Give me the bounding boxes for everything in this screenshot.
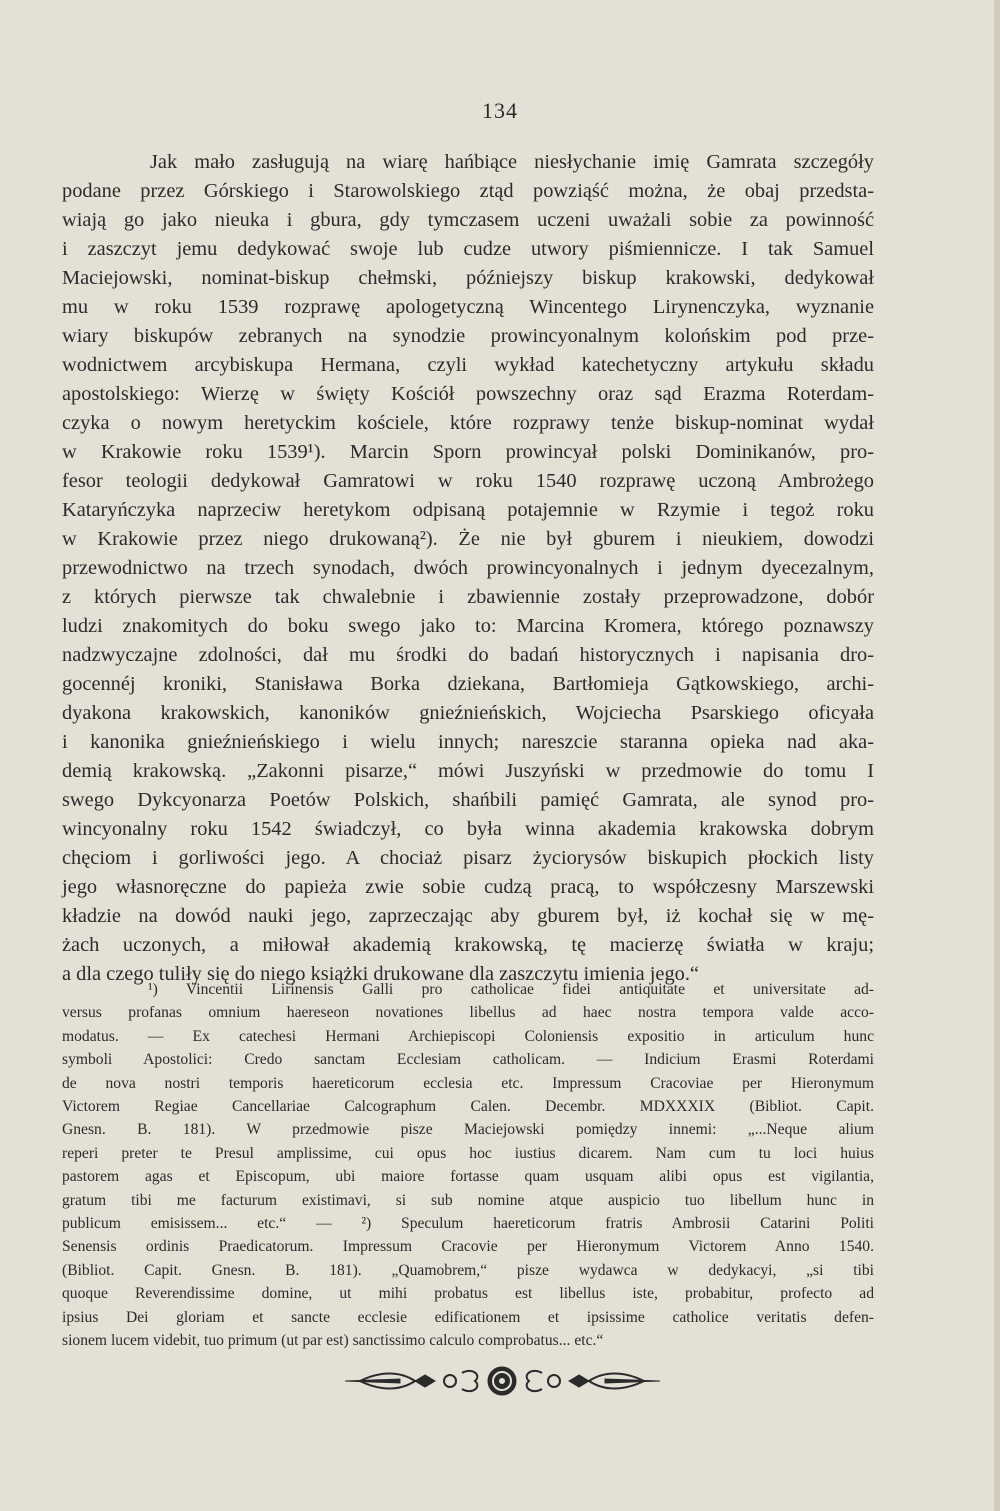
footnote-line: ipsius Dei gloriam et sancte ecclesie edificationem et ipsissime catholice veritatis defen- xyxy=(62,1308,874,1326)
body-line: Kataryńczyka naprzeciw heretykom odpisaną potajemnie w Rzymie i tegoż roku xyxy=(62,499,874,521)
body-line: Jak mało zasługują na wiarę hańbiące niesłychanie imię Gamrata szczegóły xyxy=(150,151,874,173)
body-line: ludzi znakomitych do boku swego jako to: Marcina Kromera, którego poznawszy xyxy=(62,615,874,637)
footnote-line: de nova nostri temporis haereticorum ecclesia etc. Impressum Cracoviae per Hieronymum xyxy=(62,1074,874,1092)
body-line: wiary biskupów zebranych na synodzie prowincyonalnym kolońskim pod prze- xyxy=(62,325,874,347)
body-line: fesor teologii dedykował Gamratowi w roku 1540 rozprawę uczoną Ambrożego xyxy=(62,470,874,492)
body-line: wincyonalny roku 1542 świadczył, co była winna akademia krakowska dobrym xyxy=(62,818,874,840)
body-line: chęciom i gorliwości jego. A chociaż pisarz życiorysów biskupich płockich listy xyxy=(62,847,874,869)
body-line: demią krakowską. „Zakonni pisarze,“ mówi Juszyński w przedmowie do tomu I xyxy=(62,760,874,782)
body-line: w Krakowie przez niego drukowaną²). Że nie był gburem i nieukiem, dowodzi xyxy=(62,528,874,550)
footnote-line: ¹) Vincentii Lirinensis Galli pro catholicae fidei antiquitate et universitate ad- xyxy=(148,981,874,998)
body-line: wodnictwem arcybiskupa Hermana, czyli wykład katechetyczny artykułu składu xyxy=(62,354,874,376)
footnote-line: modatus. — Ex catechesi Hermani Archiepiscopi Coloniensis expositio in articulum hunc xyxy=(62,1027,874,1045)
footnote-line: sionem lucem videbit, tuo primum (ut par est) sanctissimo calculo comprobatus... etc.“ xyxy=(62,1332,604,1350)
footnote-line: symboli Apostolici: Credo sanctam Ecclesiam catholicam. — Indicium Erasmi Roterdami xyxy=(62,1051,874,1069)
body-line: Maciejowski, nominat-biskup chełmski, późniejszy biskup krakowski, dedykował xyxy=(62,267,874,289)
footnote-line: (Bibliot. Capit. Gnesn. B. 181). „Quamobrem,“ pisze wydawca w dedykacyi, „si tibi xyxy=(62,1261,874,1279)
footnote-line: publicum emisissem... etc.“ — ²) Speculum haereticorum fratris Ambrosii Catarini Politi xyxy=(62,1215,874,1233)
body-line: kładzie na dowód nauki jego, zaprzeczając aby gburem był, iż kochał się w mę- xyxy=(62,905,874,927)
footnote-line: Victorem Regiae Cancellariae Calcographum Calen. Decembr. MDXXXIX (Bibliot. Capit. xyxy=(62,1098,874,1116)
body-line: dyakona krakowskich, kanoników gnieźnieńskich, Wojciecha Psarskiego oficyała xyxy=(62,702,874,724)
body-line: nadzwyczajne zdolności, dał mu środki do badań historycznych i napisania dro- xyxy=(62,644,874,666)
body-line: czyka o nowym heretyckim kościele, które rozprawy tenże biskup-nominat wydał xyxy=(62,412,874,434)
body-line: swego Dykcyonarza Poetów Polskich, shańbili pamięć Gamrata, ale synod pro- xyxy=(62,789,874,811)
body-line: gocennéj kroniki, Stanisława Borka dziekana, Bartłomieja Gątkowskiego, archi- xyxy=(62,673,874,695)
decorative-tailpiece-icon xyxy=(340,1363,665,1399)
body-line: apostolskiego: Wierzę w święty Kościół powszechny oraz sąd Erazma Roterdam- xyxy=(62,383,874,405)
footnote-line: quoque Reverendissime domine, ut mihi probatus est libellus iste, probabitur, profecto ad xyxy=(62,1285,874,1303)
footnotes xyxy=(62,978,874,1353)
page-number: 134 xyxy=(482,98,518,123)
body-line: jego własnoręczne do papieża zwie sobie cudzą pracą, to współczesny Marszewski xyxy=(62,876,874,898)
main-body-text xyxy=(62,148,874,989)
body-line: i zaszczyt jemu dedykować swoje lub cudze utwory piśmiennicze. I tak Samuel xyxy=(62,238,874,260)
footnote-line: Gnesn. B. 181). W przedmowie pisze Maciejowski pomiędzy innemi: „...Neque alium xyxy=(62,1121,874,1139)
footnote-line: pastorem agas et Episcopum, ubi maiore fortasse quam usquam alibi opus est vigilantia, xyxy=(62,1168,874,1186)
scan-edge xyxy=(994,0,1000,1511)
footnote-line: reperi preter te Presul amplissime, cui opus hoc iustius dicarem. Nam cum tu loci huius xyxy=(62,1144,874,1162)
footnote-line: gratum tibi me facturum existimavi, si sub nomine atque auspicio tuo libellum hunc in xyxy=(62,1191,874,1209)
body-line: i kanonika gnieźnieńskiego i wielu innych; nareszcie staranna opieka nad aka- xyxy=(62,731,874,753)
body-line: z których pierwsze tak chwalebnie i zbawiennie zostały przeprowadzone, dobór xyxy=(62,586,874,608)
footnote-line: versus profanas omnium haereseon novationes libellus ad haec nostra tempora valde acco- xyxy=(62,1004,874,1022)
body-line: wiają go jako nieuka i gbura, gdy tymczasem uczeni uważali sobie za powinność xyxy=(62,209,874,231)
body-line: a dla czego tuliły się do niego książki drukowane dla zaszczytu imienia jego.“ xyxy=(62,963,699,985)
body-line: podane przez Górskiego i Starowolskiego ztąd powziąść można, że obaj przedsta- xyxy=(62,180,874,202)
body-line: przewodnictwo na trzech synodach, dwóch prowincyonalnych i jednym dyecezalnym, xyxy=(62,557,874,579)
body-line: w Krakowie roku 1539¹). Marcin Sporn prowincyał polski Dominikanów, pro- xyxy=(62,441,874,463)
body-line: mu w roku 1539 rozprawę apologetyczną Wincentego Lirynenczyka, wyznanie xyxy=(62,296,874,318)
body-line: żach uczonych, a miłował akademią krakowską, tę macierzę światła w kraju; xyxy=(62,934,874,956)
footnote-line: Senensis ordinis Praedicatorum. Impressum Cracovie per Hieronymum Victorem Anno 1540. xyxy=(62,1238,874,1256)
